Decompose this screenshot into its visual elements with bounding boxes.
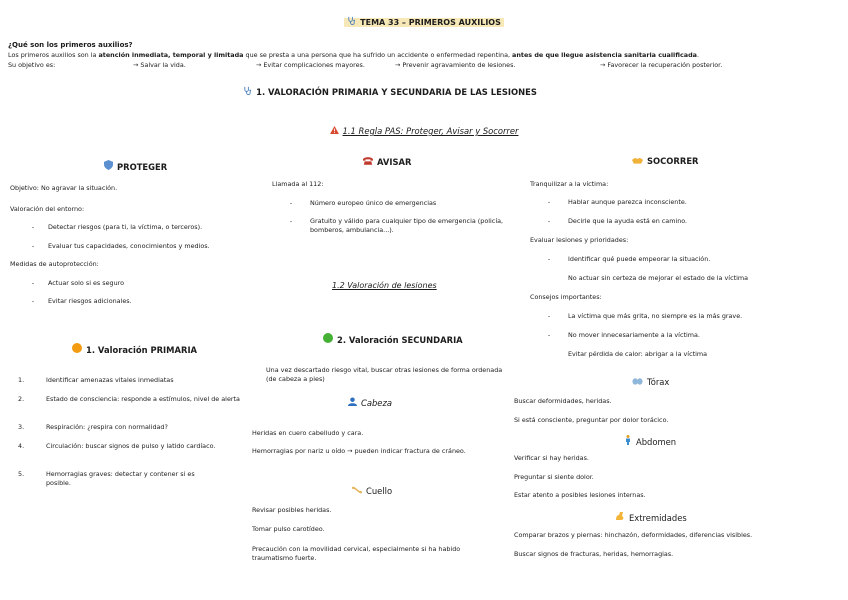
definition-text [8,51,838,60]
bullet: - [31,242,35,250]
section1-title: 1. VALORACIÓN PRIMARIA Y SECUNDARIA DE LAS LESIONES [256,87,537,97]
abdomen-item: Preguntar si siente dolor. [514,473,594,481]
item-number: 2. [18,395,25,403]
extremidades-heading [615,511,687,524]
list-item-text: Hemorragias graves: detectar y contener si es posible. [46,470,195,487]
abdomen-heading [624,435,676,448]
tips-label: Consejos importantes: [530,293,602,301]
calm-label: Tranquilizar a la víctima: [530,180,609,188]
extremidades-item: Buscar signos de fracturas, heridas, hemorragias. [514,550,674,558]
lesiones-title: 1.2 Valoración de lesiones [332,281,437,290]
cabeza-heading [348,397,392,409]
list-item-text: No mover innecesariamente a la víctima. [568,331,700,339]
definition-bold: antes de que llegue asistencia sanitaria cualificada [512,51,697,59]
list-item-text: No actuar sin certeza de mejorar el estado de la víctima [568,274,749,282]
cuello-item: Precaución con la movilidad cervical, especialmente si ha habido traumatismo fuerte. [252,545,461,562]
shield-icon [104,160,113,173]
question-heading: ¿Qué son los primeros auxilios? [8,41,133,49]
environment-label: Valoración del entorno: [10,205,85,213]
list-item-text: Identificar amenazas vitales inmediatas [46,376,174,384]
bullet: - [31,223,35,231]
avisar-heading [363,157,411,168]
cabeza-title: Cabeza [361,398,392,408]
objective-item: → Favorecer la recuperación posterior. [600,61,723,69]
objectives-row [8,61,838,71]
flexed-arm-icon [615,511,625,524]
proteger-heading [104,160,167,173]
telephone-icon [363,157,373,168]
bullet: - [547,217,551,225]
list-item-text: Hablar aunque parezca inconsciente. [568,198,687,206]
lesiones-heading [332,281,437,292]
primaria-heading [72,343,197,356]
secundaria-intro: Una vez descartado riesgo vital, buscar otras lesiones de forma ordenada (de cabeza a pies) [266,366,503,383]
socorrer-heading [632,156,699,167]
abdomen-item: Estar atento a posibles lesiones internas. [514,491,646,499]
socorrer-title: SOCORRER [647,156,699,166]
page-title [0,16,848,29]
bullet: - [547,331,551,339]
list-item-text: La víctima que más grita, no siempre es la más grave. [568,312,743,320]
cuello-item: Tomar pulso carotídeo. [252,525,325,533]
objective-label: Su objetivo es: [8,61,56,69]
objective-item: → Evitar complicaciones mayores. [256,61,365,69]
torax-heading [632,377,669,388]
abdomen-title: Abdomen [636,437,677,447]
torax-item: Buscar deformidades, heridas. [514,397,612,405]
list-item-text: Circulación: buscar signos de pulso y latido cardíaco. [46,442,216,450]
list-item-text: Evaluar tus capacidades, conocimientos y medios. [48,242,210,250]
list-item-text: Actuar solo si es seguro [48,279,125,287]
bullet: - [31,297,35,305]
item-number: 5. [18,470,25,478]
page-title-text: TEMA 33 – PRIMEROS AUXILIOS [360,18,501,27]
proteger-objective: Objetivo: No agravar la situación. [10,184,118,192]
evaluate-label: Evaluar lesiones y prioridades: [530,236,629,244]
torax-title: Tórax [647,377,670,387]
warning-triangle-icon [330,126,339,137]
cabeza-item: Hemorragias por nariz u oído → pueden indicar fractura de cráneo. [252,447,466,455]
bullet: - [31,279,35,287]
objective-item: → Salvar la vida. [133,61,186,69]
item-number: 3. [18,423,25,431]
secundaria-heading [323,333,463,346]
cuello-title: Cuello [366,486,393,496]
bullet: - [289,199,293,207]
list-item-text: Decirle que la ayuda está en camino. [568,217,688,225]
list-item-text: Evitar riesgos adicionales. [48,297,132,305]
section1-heading [200,86,580,97]
person-standing-icon [624,435,632,448]
avisar-title: AVISAR [377,157,412,167]
lungs-icon [632,377,643,388]
green-circle-icon [323,333,333,346]
extremidades-item: Comparar brazos y piernas: hinchazón, deformidades, diferencias visibles. [514,531,753,539]
list-item-text: Gratuito y válido para cualquier tipo de emergencia (policía, bomberos, ambulancia...). [310,217,504,234]
heart-hands-icon [632,156,643,167]
extremidades-title: Extremidades [629,513,687,523]
list-item-text: Detectar riesgos (para ti, la víctima, o terceros). [48,223,203,231]
list-item-text: Número europeo único de emergencias [310,199,437,207]
definition-part: que se presta a una persona que ha sufrido un accidente o enfermedad repentina, [243,51,513,59]
bullet: - [547,312,551,320]
item-number: 4. [18,442,25,450]
proteger-title: PROTEGER [117,162,168,172]
secundaria-title: 2. Valoración SECUNDARIA [337,335,463,345]
list-item-text: Respiración: ¿respira con normalidad? [46,423,168,431]
torax-item: Si está consciente, preguntar por dolor torácico. [514,416,669,424]
self-protection-label: Medidas de autoprotección: [10,260,99,268]
cabeza-item: Heridas en cuero cabelludo y cara. [252,429,364,437]
list-item-text: Estado de consciencia: responde a estímulos, nivel de alerta [46,395,240,403]
pas-rule-heading [0,126,848,137]
call-label: Llamada al 112: [272,180,324,188]
item-number: 1. [18,376,25,384]
orange-circle-icon [72,343,82,356]
cuello-item: Revisar posibles heridas. [252,506,332,514]
stethoscope-icon [243,86,252,97]
bone-icon [352,486,362,497]
definition-part: . [696,51,700,59]
objective-item: → Prevenir agravamiento de lesiones. [395,61,516,69]
primaria-title: 1. Valoración PRIMARIA [86,345,198,355]
abdomen-item: Verificar si hay heridas. [514,454,589,462]
list-item-text: Evitar pérdida de calor: abrigar a la víctima [568,350,708,358]
person-head-icon [348,397,357,409]
stethoscope-icon [347,16,356,29]
bullet: - [547,198,551,206]
cuello-heading [352,486,392,497]
list-item-text: Identificar qué puede empeorar la situación. [568,255,711,263]
bullet: - [289,217,293,225]
pas-rule-title: 1.1 Regla PAS: Proteger, Avisar y Socorrer [342,126,519,136]
bullet: - [547,255,551,263]
definition-part: Los primeros auxilios son la [8,51,99,59]
definition-bold: atención inmediata, temporal y limitada [98,51,244,59]
